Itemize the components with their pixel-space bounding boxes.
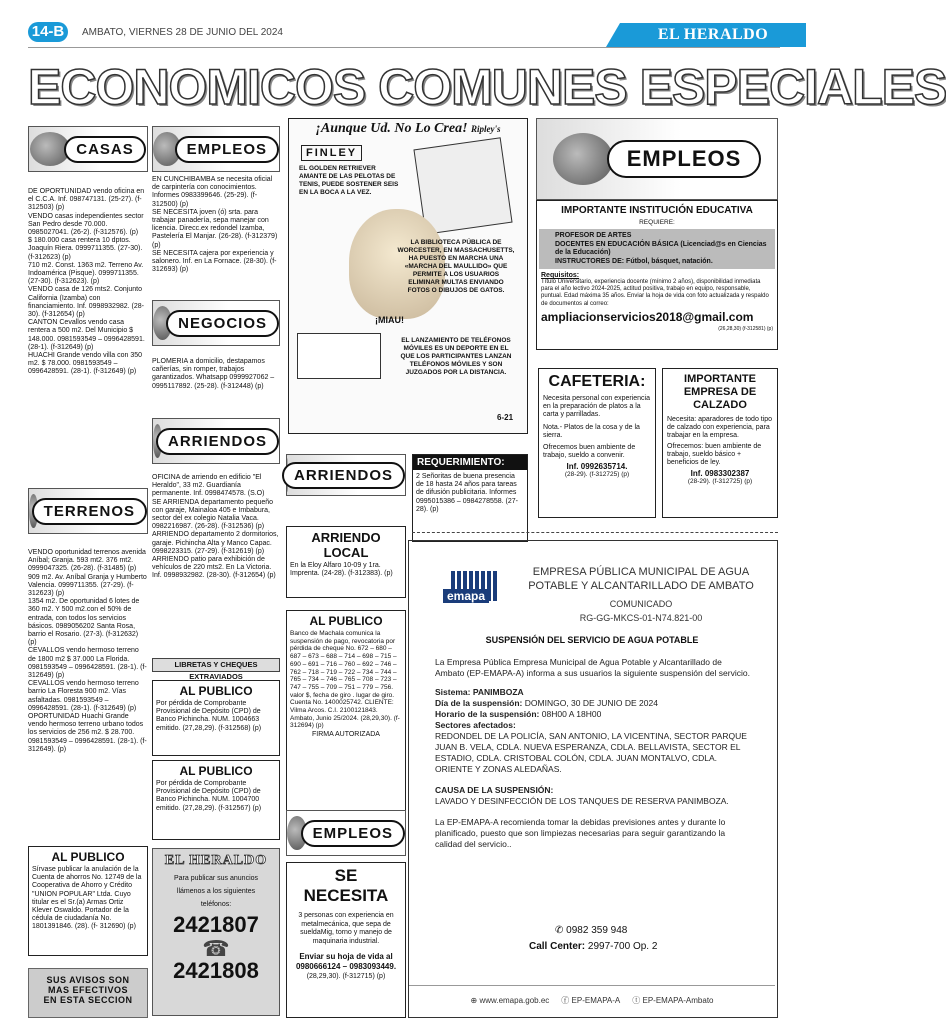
ad-ref: (26,28,30) (f-312581) (p) [718, 325, 773, 332]
ad-text-1: Necesita: aparadores de todo tipo de calzado con experiencia, para trabajar en la empresa. [667, 416, 773, 440]
heraldo-text-1: Para publicar sus anuncios [173, 875, 259, 882]
worker-icon [553, 133, 613, 185]
requirements-text: Título Universitario, experiencia docente (mínimo 2 años), disponibilidad inmediata para el año lectivo 2024-2025, actitud positiva, trabajo en equipo, responsable, puntual. Edad máxima 35 años. Enviar la hoja de vida con foto actualizada y respaldo de documentos al correo: [541, 279, 769, 307]
ad-ref: (28-29). (f-312725) (p) [564, 471, 630, 479]
label-dia: Día de la suspensión: [435, 698, 523, 708]
label-sectores: Sectores afectados: [435, 720, 516, 730]
negocios-listings: PLOMERIA a domicilio, destapamos cañerías, sin romper, trabajos garantizados. Whatsapp 0999927062 – 0995117892. (25-28). (f-312448) (p) [152, 358, 275, 390]
twitter-link[interactable] [632, 995, 713, 1006]
cafeteria-ad [538, 368, 656, 518]
org-line-1: EMPRESA PÚBLICA MUNICIPAL DE AGUA [532, 566, 750, 578]
list-item: PROFESOR DE ARTES [555, 232, 632, 239]
ad-title: CAFETERIA: [548, 373, 646, 390]
ad-title: ARRIENDO LOCAL [311, 530, 381, 560]
header-rule [28, 47, 780, 48]
whatsapp-icon: ✆ [555, 925, 564, 936]
callcenter-contact [529, 941, 657, 952]
ad-title: IMPORTANTE INSTITUCIÓN EDUCATIVA [561, 205, 753, 216]
requirement-list [539, 229, 775, 269]
page-number: 14-B [28, 22, 68, 42]
dateline: AMBATO, VIERNES 28 DE JUNIO DEL 2024 [82, 27, 283, 38]
callcenter-number: 2997-700 Op. 2 [587, 941, 658, 952]
telephone-icon: ☎ [202, 936, 230, 961]
twitter-icon: ⓣ [632, 996, 641, 1005]
comic-meow: ¡MIAU! [375, 315, 404, 325]
arriendo-local-ad [286, 526, 406, 598]
label-causa: CAUSA DE LA SUSPENSIÓN: [435, 785, 554, 795]
libretas-banner: LIBRETAS Y CHEQUES EXTRAVIADOS [152, 658, 280, 672]
comic-brand: Ripley's [471, 124, 501, 134]
ad-title: SE NECESITA [303, 866, 389, 905]
ad-text: Banco de Machala comunica la suspensión de pago, revocatoria por pérdida de cheque No. 672 – 680 – 687 – 673 – 688 – 714 – 698 – 715 – 690 – 691 – 716 – 760 – 692 – 746 – 762 – 718 – 719 – 722 – 734 – 744 – 765 – 734 – 746 – 765 – 708 – 723 – 747 – 755 – 709 – 751 – 779 – 756. valor $, fecha de giro . lugar de giro. Cuenta No. 1400025742. CLIENTE: Vilma Arcos. C.I. 2100121843. Ambato, Junio 25/2024. (28,29,30). (f-312694) (p) [290, 630, 400, 730]
web-text: www.emapa.gob.ec [479, 996, 550, 1005]
logo-text: emapa [443, 589, 489, 603]
ad-text: Por pérdida de Comprobante Provisional de Depósito (CPD) de Banco Pichincha. NUM. 1004663 emitido. (27,28,29). (f-312568) (p) [156, 700, 262, 732]
comic-text-1: EL GOLDEN RETRIEVER AMANTE DE LAS PELOTAS DE TENIS, PUEDE SOSTENER SEIS EN LA BOCA A LA VEZ. [299, 165, 399, 196]
ad-ref: (28,29,30). (f-312715) (p) [306, 973, 386, 980]
heraldo-text-3: teléfonos: [200, 901, 232, 908]
org-line-2: POTABLE Y ALCANTARILLADO DE AMBATO [528, 580, 754, 592]
al-publico-ad-2 [152, 680, 280, 756]
ad-title: AL PUBLICO [179, 764, 253, 778]
al-publico-ad-4 [286, 610, 406, 830]
book-illustration [413, 137, 512, 234]
ad-contact: Enviar su hoja de vida al 0980666124 – 0983093449. [295, 952, 397, 971]
section-note: SUS AVISOS SON MAS EFECTIVOS EN ESTA SECCION [28, 968, 148, 1018]
emapa-notice [408, 540, 778, 1018]
value-sectores: REDONDEL DE LA POLICÍA, SAN ANTONIO, LA VICENTINA, SECTOR PARQUE JUAN B. VELA, CDLA. NUEVA ESPERANZA, CDLA. BELLAVISTA, SECTOR EL ESTADIO, CDLA. CRISTOBAL COLÓN, CDLA. JUAN MONTALVO, CDLA. ORIENTE Y ZONAS ALEDAÑAS. [435, 731, 747, 774]
ad-title: AL PUBLICO [309, 614, 383, 628]
ad-phone: Inf. 0983302387 [690, 469, 750, 479]
al-publico-ad-1 [28, 846, 148, 956]
al-publico-ad-3 [152, 760, 280, 840]
contact-email: ampliacionservicios2018@gmail.com [541, 309, 754, 324]
comic-dog-name: FINLEY [301, 145, 362, 161]
terrenos-listings: VENDO oportunidad terrenos avenida Aníbal; Granja. 593 mt2. 376 mt2. 0999047325. (26-28). (f-31485) (p) 909 m2. Av. Aníbal Granja y Humberto Valencia. 0999711355. (27-29). (f-312623) (p) 1354 m2. De oportunidad 6 lotes de 360 m2. Y 500 m2.con el 50% de entrada, con todos los servicios básicos. 0989056202 Santa Rosa, barrio el Rosario. (27-3). (f-312632) (p) CEVALLOS vendo hermoso terreno de 1800 m2 $ 37.000 La Florida. 0981593549 – 0996428591. (28-1). (f-312649) (p) CEVALLOS vendo hermoso terreno barrio La Floresta 900 m2. Vías asfaltadas. 0981593549 – 0996428591. (28-1). (f-312649) (p) OPORTUNIDAD Huachi Grande vendo hermoso terreno urbano todos los servicios de 256 m2. $ 28.700. 0981593549 – 0996428591. (28-1). (f-312649). (p) [28, 549, 147, 753]
callcenter-label: Call Center: [529, 941, 586, 952]
comic-text-2: LA BIBLIOTECA PÚBLICA DE WORCESTER, EN MASSACHUSETTS, HA PUESTO EN MARCHA UNA «MARCHA DEL MAULLIDO» QUE PERMITE A LOS USUARIOS ELIMINAR MULTAS ENVIANDO FOTOS O DIBUJOS DE GATOS. [397, 239, 515, 294]
notice-body [435, 657, 751, 850]
casas-logo: CASAS [28, 126, 148, 172]
notice-recommendation: La EP-EMAPA-A recomienda tomar la debidas previsiones antes y durante lo planificado, puesto que son limpiezas necesarias para seguir garantizando la calidad del servicio.. [435, 817, 726, 849]
ad-text-1: Necesita personal con experiencia en la preparación de platos a la carta y parrilladas. [543, 395, 651, 419]
notice-heading: SUSPENSIÓN DEL SERVICIO DE AGUA POTABLE [485, 635, 699, 645]
comunicado-code: RG-GG-MKCS-01-N74.821-00 [579, 613, 703, 623]
social-footer [409, 985, 775, 1015]
heraldo-text-2: llámenos a los siguientes [176, 888, 256, 895]
whatsapp-contact [555, 925, 627, 936]
value-sistema: PANIMBOZA [472, 687, 524, 697]
fb-text: EP-EMAPA-A [571, 996, 621, 1005]
value-hora: 08H00 A 18H00 [541, 709, 602, 719]
arriendos-listings: OFICINA de arriendo en edificio "El Heraldo", 33 m2. Guardianía permanente. Inf. 0998474578. (S.O) SE ARRIENDA departamento pequeño con garaje, Mainaloa 405 e Imbabura, sector del ex colegio Natalia Vaca. 0982216987. (26-28). (f-312536) (p) ARRIENDO departamento 2 dormitorios, garaje. Pichincha Alta y Manco Capac. 0998223315. (27-29). (f-312619) (p) ARRIENDO patio para exhibición de vehículos de 220 mts2. En La Victoria. Inf. 0998932982. (28-30). (f-312654) (p) [152, 474, 279, 580]
notice-intro: La Empresa Pública Empresa Municipal de Agua Potable y Alcantarillado de Ambato (EP-EMAPA-A) informa a sus usuarios la siguiente suspensión del servicio. [435, 657, 750, 678]
negocios-logo: NEGOCIOS [152, 300, 280, 346]
calzado-ad [662, 368, 778, 518]
heraldo-phone-1: 2421807 [173, 912, 259, 937]
arriendos-logo: ARRIENDOS [152, 418, 280, 464]
institucion-educativa-ad [536, 200, 778, 350]
empleos-listings: EN CUNCHIBAMBA se necesita oficial de carpintería con conocimientos. Informes 0983399646. (25-29). (f-312500) (p) SE NECESITA joven (ó) srta. para trabajar panadería, sepa manejar con licencia. Direcc.ex redondel Izamba, Pastelería El Manjar. (26-28). (f-312379) (p) SE NECESITA cajera por experiencia y salonero. Inf. en La Fornace. (28-30). (f-312693) (p) [152, 176, 278, 274]
comic-text-3: EL LANZAMIENTO DE TELÉFONOS MÓVILES ES UN DEPORTE EN EL QUE LOS PARTICIPANTES LANZAN TELÉFONOS MÓVILES Y SON JUZGADOS POR LA DISTANCIA. [400, 337, 512, 376]
ad-requiere: REQUIERE: [639, 219, 675, 226]
list-item: DOCENTES EN EDUCACIÓN BÁSICA (Licenciad@s en Ciencias de la Educación) [555, 240, 767, 256]
value-dia: DOMINGO, 30 DE JUNIO DE 2024 [524, 698, 658, 708]
phone-illustration [297, 333, 381, 379]
facebook-icon: ⓕ [561, 996, 570, 1005]
heraldo-phone-box [152, 848, 280, 1016]
empleos-logo-large: EMPLEOS [536, 118, 778, 200]
comic-date: 6-21 [497, 413, 514, 422]
se-necesita-ad [286, 862, 406, 1018]
ad-title: AL PUBLICO [179, 684, 253, 698]
comic-title-text: ¡Aunque Ud. No Lo Crea! [315, 121, 468, 136]
ad-text-2: Ofrecemos: buen ambiente de trabajo, sueldo básico + beneficios de ley. [667, 442, 762, 467]
ad-signature: FIRMA AUTORIZADA [312, 731, 380, 739]
ad-title: IMPORTANTE EMPRESA DE CALZADO [683, 373, 757, 411]
ad-text: 3 personas con experiencia en metalmecánica, que sepa de sueldaMig, torno y manejo de maquinaria industrial. [298, 912, 394, 945]
ripley-comic [288, 118, 528, 434]
ad-title: REQUERIMIENTO: [413, 455, 527, 470]
comic-title [289, 121, 527, 137]
web-link[interactable] [471, 996, 550, 1005]
label-hora: Horario de la suspensión: [435, 709, 540, 719]
emapa-org-name [509, 565, 773, 593]
ad-text: En la Eloy Alfaro 10-09 y 1ra. Imprenta. (24-28). (f-312383). (p) [290, 562, 393, 578]
ad-phone: Inf. 0992635714. [566, 462, 628, 472]
requerimiento-ad [412, 454, 528, 542]
label-sistema: Sistema: [435, 687, 471, 697]
value-causa: LAVADO Y DESINFECCIÓN DE LOS TANQUES DE RESERVA PANIMBOZA. [435, 796, 729, 806]
empleos-logo-2: EMPLEOS [286, 810, 406, 856]
ad-title: AL PUBLICO [51, 850, 125, 864]
ad-ref: (28-29). (f-312725) (p) [687, 478, 753, 486]
brand-banner: EL HERALDO [620, 23, 806, 47]
heraldo-phone-2: 2421808 [173, 958, 259, 983]
ad-text: Por pérdida de Comprobante Provisional de Depósito (CPD) de Banco Pichincha. NUM. 1004700 emitido. (27,28,29). (f-312567) (p) [156, 780, 262, 812]
tw-text: EP-EMAPA-Ambato [642, 996, 714, 1005]
emapa-logo [423, 569, 503, 615]
ad-text-3: Ofrecemos buen ambiente de trabajo, sueldo a convenir. [543, 444, 636, 460]
heraldo-brand: EL HERALDO [164, 853, 268, 868]
empleos-logo: EMPLEOS [152, 126, 280, 172]
whatsapp-number: 0982 359 948 [566, 925, 628, 936]
requirements-title: Requisitos: [541, 272, 580, 279]
terrenos-logo: TERRENOS [28, 488, 148, 534]
globe-icon: ⊕ [470, 996, 478, 1005]
section-title: ECONOMICOS COMUNES ESPECIALES [28, 59, 946, 115]
divider [412, 532, 778, 533]
comunicado-label: COMUNICADO [609, 599, 673, 609]
ad-text: Sírvase publicar la anulación de la Cuenta de ahorros No. 12749 de la Cooperativa de Ahorro y Crédito "UNION POPULAR" Ltda. Cuyo titular es el Sr.(a) Armas Ortiz Klever Oswaldo. Portador de la cédula de ciudadanía No. 1801391846. (28). (f- 312690) (p) [32, 866, 142, 931]
casas-listings: DE OPORTUNIDAD vendo oficina en el C.C.A. Inf. 098747131. (25-27). (f-312503) (p) VENDO casas independientes sector San Pedro desde 70.000. 0985027041. (26-2). (f-312576). (p) $ 180.000 casa rentera 10 dptos. Joaquín Riera. 0999711355. (27-30). (f-312623) (p) 710 m2. Const. 1363 m2. Terreno Av. Indoamérica (Pisque). 0999711355. (27-30). (f-312623). (p) VENDO casa de 126 mts2. Conjunto California (Izamba) con financiamiento. Inf. 0998932982. (28-30). (f-312654) (p) CANTON Cevallos vendo casa rentera a 500 m2. Del Municipio $ 148.000. 0981593549 – 0996428591. (28-1). (f-312649) (p) HUACHI Grande vendo villa con 350 m2. $ 78.000. 0981593549 – 0996428591. (28-1). (f-312649) (p) [28, 188, 145, 376]
facebook-link[interactable] [561, 995, 620, 1006]
list-item: INSTRUCTORES DE: Fútbol, básquet, natación. [555, 257, 713, 265]
ad-text: 2 Señoritas de buena presencia de 18 hasta 24 años para tareas de difusión publicitaria. Informes 0995015386 – 0984278558. (27-28). (p) [416, 473, 518, 513]
ad-text-2: Nota.- Platos de la cosa y de la sierra. [543, 423, 640, 439]
arriendos-logo-2: ARRIENDOS [286, 454, 406, 496]
